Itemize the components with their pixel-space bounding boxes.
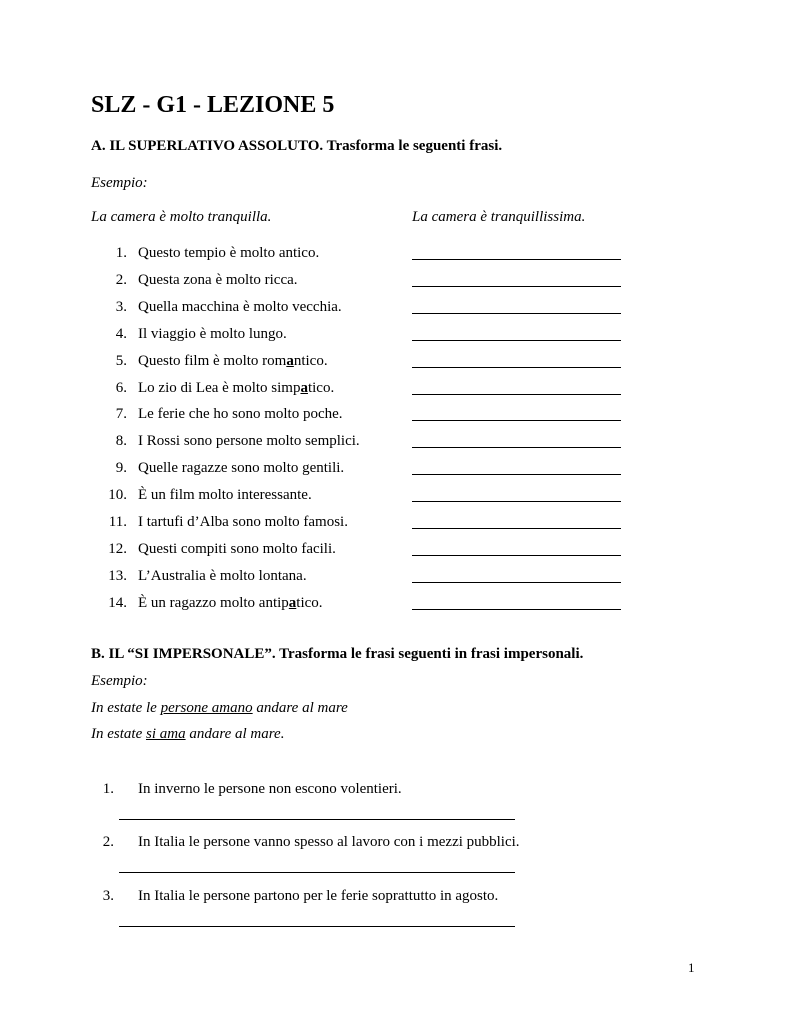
exercise-number: 4.: [115, 325, 127, 342]
exercise-number: 5.: [115, 352, 127, 369]
example-2-pre: In estate: [91, 726, 146, 742]
exercise-row: [0, 379, 791, 397]
stress-mark: a: [286, 352, 294, 369]
exercise-number: 1.: [102, 781, 114, 797]
answer-line[interactable]: [412, 609, 621, 610]
exercise-sentence: [138, 567, 307, 585]
section-a-heading: A. IL SUPERLATIVO ASSOLUTO. Trasforma le seguenti frasi.: [91, 138, 503, 154]
stress-mark: a: [288, 594, 297, 611]
exercise-number: 14.: [108, 594, 127, 611]
answer-line[interactable]: [412, 555, 621, 556]
exercise-row: [0, 298, 791, 316]
sentence-text: Questo tempio è molto antico.: [138, 245, 320, 261]
sentence-text-end: tico.: [307, 379, 335, 396]
answer-line[interactable]: [412, 394, 621, 395]
sentence-text: L’Australia è molto lontana.: [138, 567, 307, 584]
sentence-text: È un ragazzo molto antip: [138, 594, 289, 611]
exercise-sentence: [138, 432, 360, 450]
exercise-number: 1.: [115, 245, 127, 261]
exercise-number: 8.: [115, 433, 127, 450]
stress-mark: a: [300, 379, 308, 396]
exercise-sentence: [138, 486, 312, 504]
exercise-number: 3.: [115, 298, 127, 315]
exercise-number: 6.: [115, 379, 127, 396]
example-1-underlined: persone amano: [160, 700, 253, 716]
impersonal-exercise-row: [0, 833, 791, 851]
exercise-number: 2.: [102, 834, 114, 850]
exercise-row: [0, 459, 791, 477]
sentence-text-end: tico.: [296, 594, 323, 611]
page-number: 1: [688, 960, 695, 975]
example-2-underlined: si ama: [145, 726, 186, 742]
exercise-sentence: [138, 594, 323, 612]
exercise-sentence: In Italia le persone vanno spesso al lavoro con i mezzi pubblici.: [138, 834, 520, 850]
exercise-sentence: In Italia le persone partono per le ferie soprattutto in agosto.: [138, 888, 499, 904]
section-b-example-label: Esempio:: [91, 673, 148, 689]
section-a-example-left: La camera è molto tranquilla.: [91, 209, 272, 225]
answer-line[interactable]: [412, 313, 621, 314]
answer-line[interactable]: [412, 582, 621, 583]
exercise-number: 2.: [115, 271, 127, 288]
exercise-row: [0, 271, 791, 289]
page-title: SLZ - G1 - LEZIONE 5: [91, 92, 335, 118]
impersonal-exercise-row: [0, 887, 791, 905]
exercise-row: [0, 244, 791, 262]
section-b-example-sentence-1: [91, 699, 348, 717]
exercise-number: 13.: [108, 567, 127, 584]
exercise-sentence: In inverno le persone non escono volentieri.: [138, 781, 402, 797]
exercise-sentence: [138, 405, 343, 423]
section-b-example-sentence-2: [91, 725, 284, 743]
sentence-text: Quelle ragazze sono molto gentili.: [138, 460, 345, 477]
exercise-sentence: [138, 244, 319, 262]
answer-line[interactable]: [119, 819, 515, 820]
section-a-example-label: Esempio:: [91, 175, 148, 191]
exercise-number: 3.: [102, 888, 114, 904]
answer-line[interactable]: [412, 340, 621, 341]
sentence-text: È un film molto interessante.: [138, 487, 312, 504]
exercise-sentence: [138, 298, 342, 316]
exercise-row: [0, 594, 791, 612]
answer-line[interactable]: [412, 528, 621, 529]
exercise-row: [0, 325, 791, 343]
sentence-text: Le ferie che ho sono molto poche.: [138, 406, 343, 423]
answer-line[interactable]: [119, 872, 515, 873]
exercise-sentence: [138, 459, 344, 477]
exercise-sentence: [138, 513, 348, 531]
answer-line[interactable]: [412, 259, 621, 260]
exercise-row: [0, 567, 791, 585]
sentence-text: I Rossi sono persone molto semplici.: [138, 433, 360, 450]
sentence-text: Quella macchina è molto vecchia.: [138, 298, 342, 315]
exercise-row: [0, 352, 791, 370]
exercise-sentence: [138, 325, 287, 343]
sentence-text: Lo zio di Lea è molto simp: [138, 379, 301, 396]
answer-line[interactable]: [412, 420, 621, 421]
example-1-pre: In estate le: [91, 700, 161, 716]
exercise-sentence: [138, 352, 328, 370]
sentence-text: I tartufi d’Alba sono molto famosi.: [138, 514, 348, 530]
exercise-row: [0, 540, 791, 558]
exercise-number: 9.: [115, 460, 127, 477]
answer-line[interactable]: [119, 926, 515, 927]
exercise-number: 12.: [108, 540, 127, 557]
exercise-row: [0, 432, 791, 450]
exercise-number: 10.: [108, 487, 127, 504]
exercise-number: 11.: [108, 514, 127, 530]
answer-line[interactable]: [412, 501, 621, 502]
section-a-example-right: La camera è tranquillissima.: [412, 209, 586, 225]
example-1-post: andare al mare: [252, 700, 348, 716]
sentence-text: Il viaggio è molto lungo.: [138, 325, 287, 342]
exercise-row: [0, 513, 791, 531]
section-b-heading: B. IL “SI IMPERSONALE”. Trasforma le frasi seguenti in frasi impersonali.: [91, 646, 584, 662]
sentence-text: Questa zona è molto ricca.: [138, 271, 298, 288]
example-2-post: andare al mare.: [185, 726, 285, 742]
exercise-sentence: [138, 540, 336, 558]
impersonal-exercise-row: [0, 780, 791, 798]
exercise-number: 7.: [115, 406, 127, 423]
exercise-row: [0, 486, 791, 504]
exercise-row: [0, 405, 791, 423]
answer-line[interactable]: [412, 447, 621, 448]
sentence-text: Questi compiti sono molto facili.: [138, 540, 336, 557]
exercise-sentence: [138, 271, 298, 289]
answer-line[interactable]: [412, 367, 621, 368]
answer-line[interactable]: [412, 474, 621, 475]
sentence-text: Questo film è molto rom: [138, 352, 287, 369]
answer-line[interactable]: [412, 286, 621, 287]
exercise-sentence: [138, 379, 334, 397]
sentence-text-end: ntico.: [293, 352, 328, 369]
